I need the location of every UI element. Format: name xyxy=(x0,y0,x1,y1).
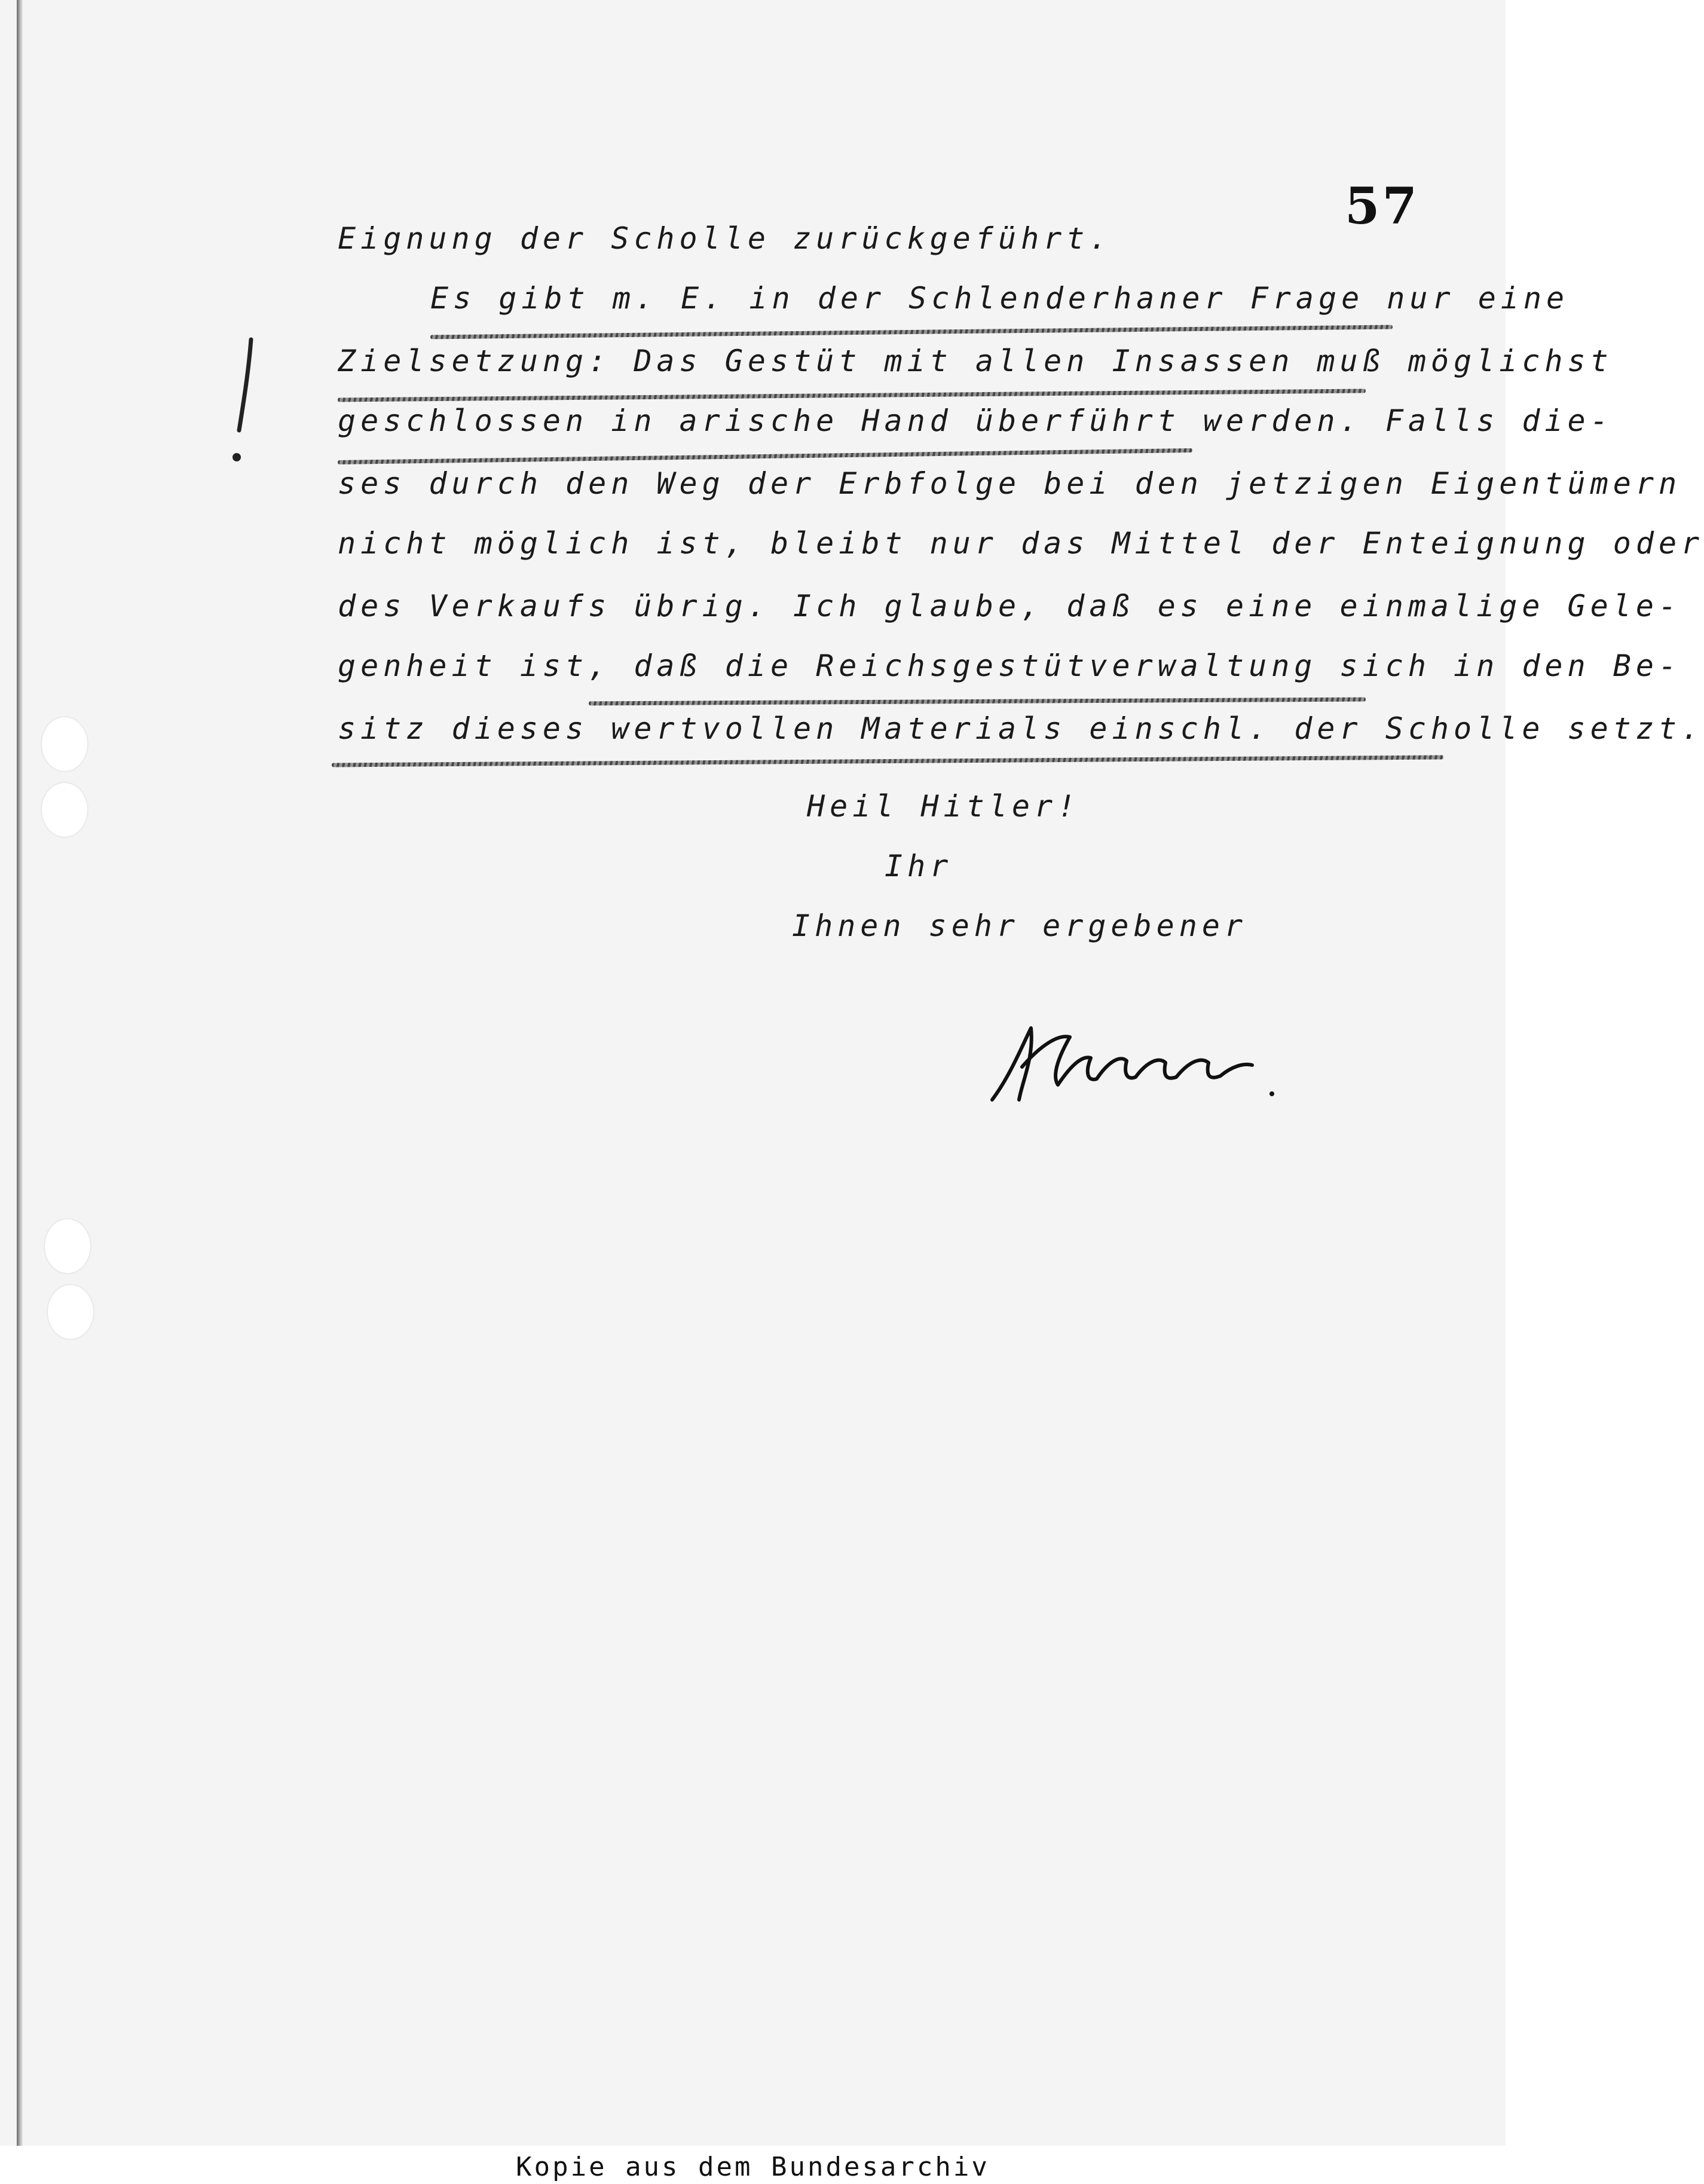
text-line: ses durch den Weg der Erbfolge bei den jetzigen Eigentümern xyxy=(338,466,1682,501)
archive-footer: Kopie aus dem Bundesarchiv xyxy=(516,2152,990,2182)
page-number: 57 xyxy=(1345,176,1420,235)
text-line: sitz dieses wertvollen Materials einschl. der Scholle setzt. xyxy=(338,711,1704,746)
punch-hole xyxy=(42,783,87,837)
handwritten-signature xyxy=(986,1010,1297,1112)
handwritten-underline xyxy=(589,698,1366,706)
punch-hole xyxy=(42,717,87,771)
text-line: genheit ist, daß die Reichsgestütverwaltung sich in den Be- xyxy=(338,649,1682,683)
text-line: Zielsetzung: Das Gestüt mit allen Insassen muß möglichst xyxy=(338,344,1613,378)
handwritten-exclamation-mark xyxy=(227,335,263,472)
closing-pronoun: Ihr xyxy=(885,849,953,883)
text-line: nicht möglich ist, bleibt nur das Mittel der Enteignung oder xyxy=(338,526,1704,561)
text-line: Eignung der Scholle zurückgeführt. xyxy=(338,221,1112,256)
text-line: Es gibt m. E. in der Schlenderhaner Frage nur eine xyxy=(430,281,1570,316)
page-binding-edge xyxy=(17,0,23,2146)
handwritten-underline xyxy=(430,325,1393,339)
punch-hole xyxy=(48,1285,93,1339)
text-line: geschlossen in arische Hand überführt werden. Falls die- xyxy=(338,403,1613,438)
closing-valediction: Ihnen sehr ergebener xyxy=(792,909,1248,943)
handwritten-underline xyxy=(338,389,1366,402)
closing-greeting: Heil Hitler! xyxy=(807,789,1081,824)
handwritten-underline xyxy=(332,755,1443,767)
handwritten-underline xyxy=(338,448,1192,464)
punch-hole xyxy=(45,1219,90,1273)
text-line: des Verkaufs übrig. Ich glaube, daß es eine einmalige Gele- xyxy=(338,589,1682,623)
